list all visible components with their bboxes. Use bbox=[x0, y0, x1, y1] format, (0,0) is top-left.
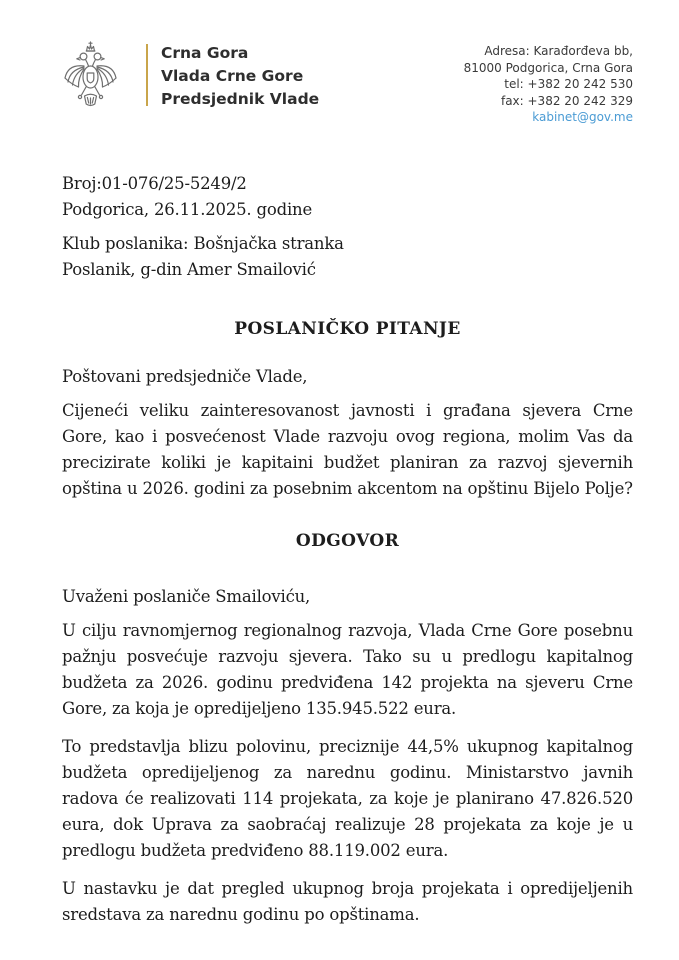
mp-line: Poslanik, g-din Amer Smailović bbox=[62, 259, 316, 279]
address-line-street: Adresa: Karađorđeva bb, bbox=[484, 44, 633, 58]
coat-of-arms-icon bbox=[62, 40, 119, 112]
answer-paragraph-3: U nastavku je dat pregled ukupnog broja projekata i opredijeljenih sredstava za narednu godinu po opštinama. bbox=[62, 878, 633, 924]
letterhead-identity bbox=[62, 40, 319, 112]
email-link[interactable]: kabinet@gov.me bbox=[532, 110, 633, 124]
answer-paragraph-2: To predstavlja blizu polovinu, preciznije 44,5% ukupnog kapitalnog budžeta opredijeljenog za narednu godinu. Ministarstvo javnih radova će realizovati 114 projekata, za koje je planirano 47.826.520 eura, dok Uprava za saobraćaj realizuje 28 projekata za koje je u predlogu budžeta predviđeno 88.119.002 eura. bbox=[62, 736, 633, 860]
letterhead bbox=[0, 0, 679, 126]
address-line-fax: fax: +382 20 242 329 bbox=[500, 93, 633, 108]
answer-paragraph-1: U cilju ravnomjernog regionalnog razvoja, Vlada Crne Gore posebnu pažnju posvećuje razvoju sjevera. Tako su u predlogu kapitalnog budžeta za 2026. godinu predviđena 142 projekta na sjeveru Crne Gore, za koja je opredijeljeno 135.945.522 eura. bbox=[62, 620, 633, 718]
sender-block bbox=[62, 231, 633, 283]
place-date: Podgorica, 26.11.2025. godine bbox=[62, 199, 313, 219]
address-block bbox=[464, 40, 633, 126]
answer-title: ODGOVOR bbox=[295, 530, 400, 551]
org-country: Crna Gora bbox=[161, 44, 249, 62]
question-paragraph: Cijeneći veliku zainteresovanost javnosti i građana sjevera Crne Gore, kao i posvećenost Vlade razvoju ovog regiona, molim Vas da precizirate koliki je kapitaini budžet planiran za razvoj sjevernih opština u 2026. godini za posebnim akcentom na opštinu Bijelo Polje? bbox=[62, 400, 633, 498]
question-title: POSLANIČKO PITANJE bbox=[234, 318, 461, 339]
document-body bbox=[0, 171, 679, 928]
letterhead-divider bbox=[146, 44, 148, 106]
address-line-tel: tel: +382 20 242 530 bbox=[504, 77, 633, 91]
org-government: Vlada Crne Gore bbox=[161, 67, 304, 85]
answer-salutation: Uvaženi poslaniče Smailoviću, bbox=[62, 586, 311, 606]
question-salutation: Poštovani predsjedniče Vlade, bbox=[62, 366, 308, 386]
club-line: Klub poslanika: Bošnjačka stranka bbox=[62, 233, 344, 253]
document-number: Broj:01-076/25-5249/2 bbox=[62, 173, 247, 193]
org-block bbox=[161, 40, 319, 111]
address-line-city: 81000 Podgorica, Crna Gora bbox=[463, 60, 633, 75]
org-office: Predsjednik Vlade bbox=[161, 90, 320, 108]
document-meta bbox=[62, 171, 633, 223]
